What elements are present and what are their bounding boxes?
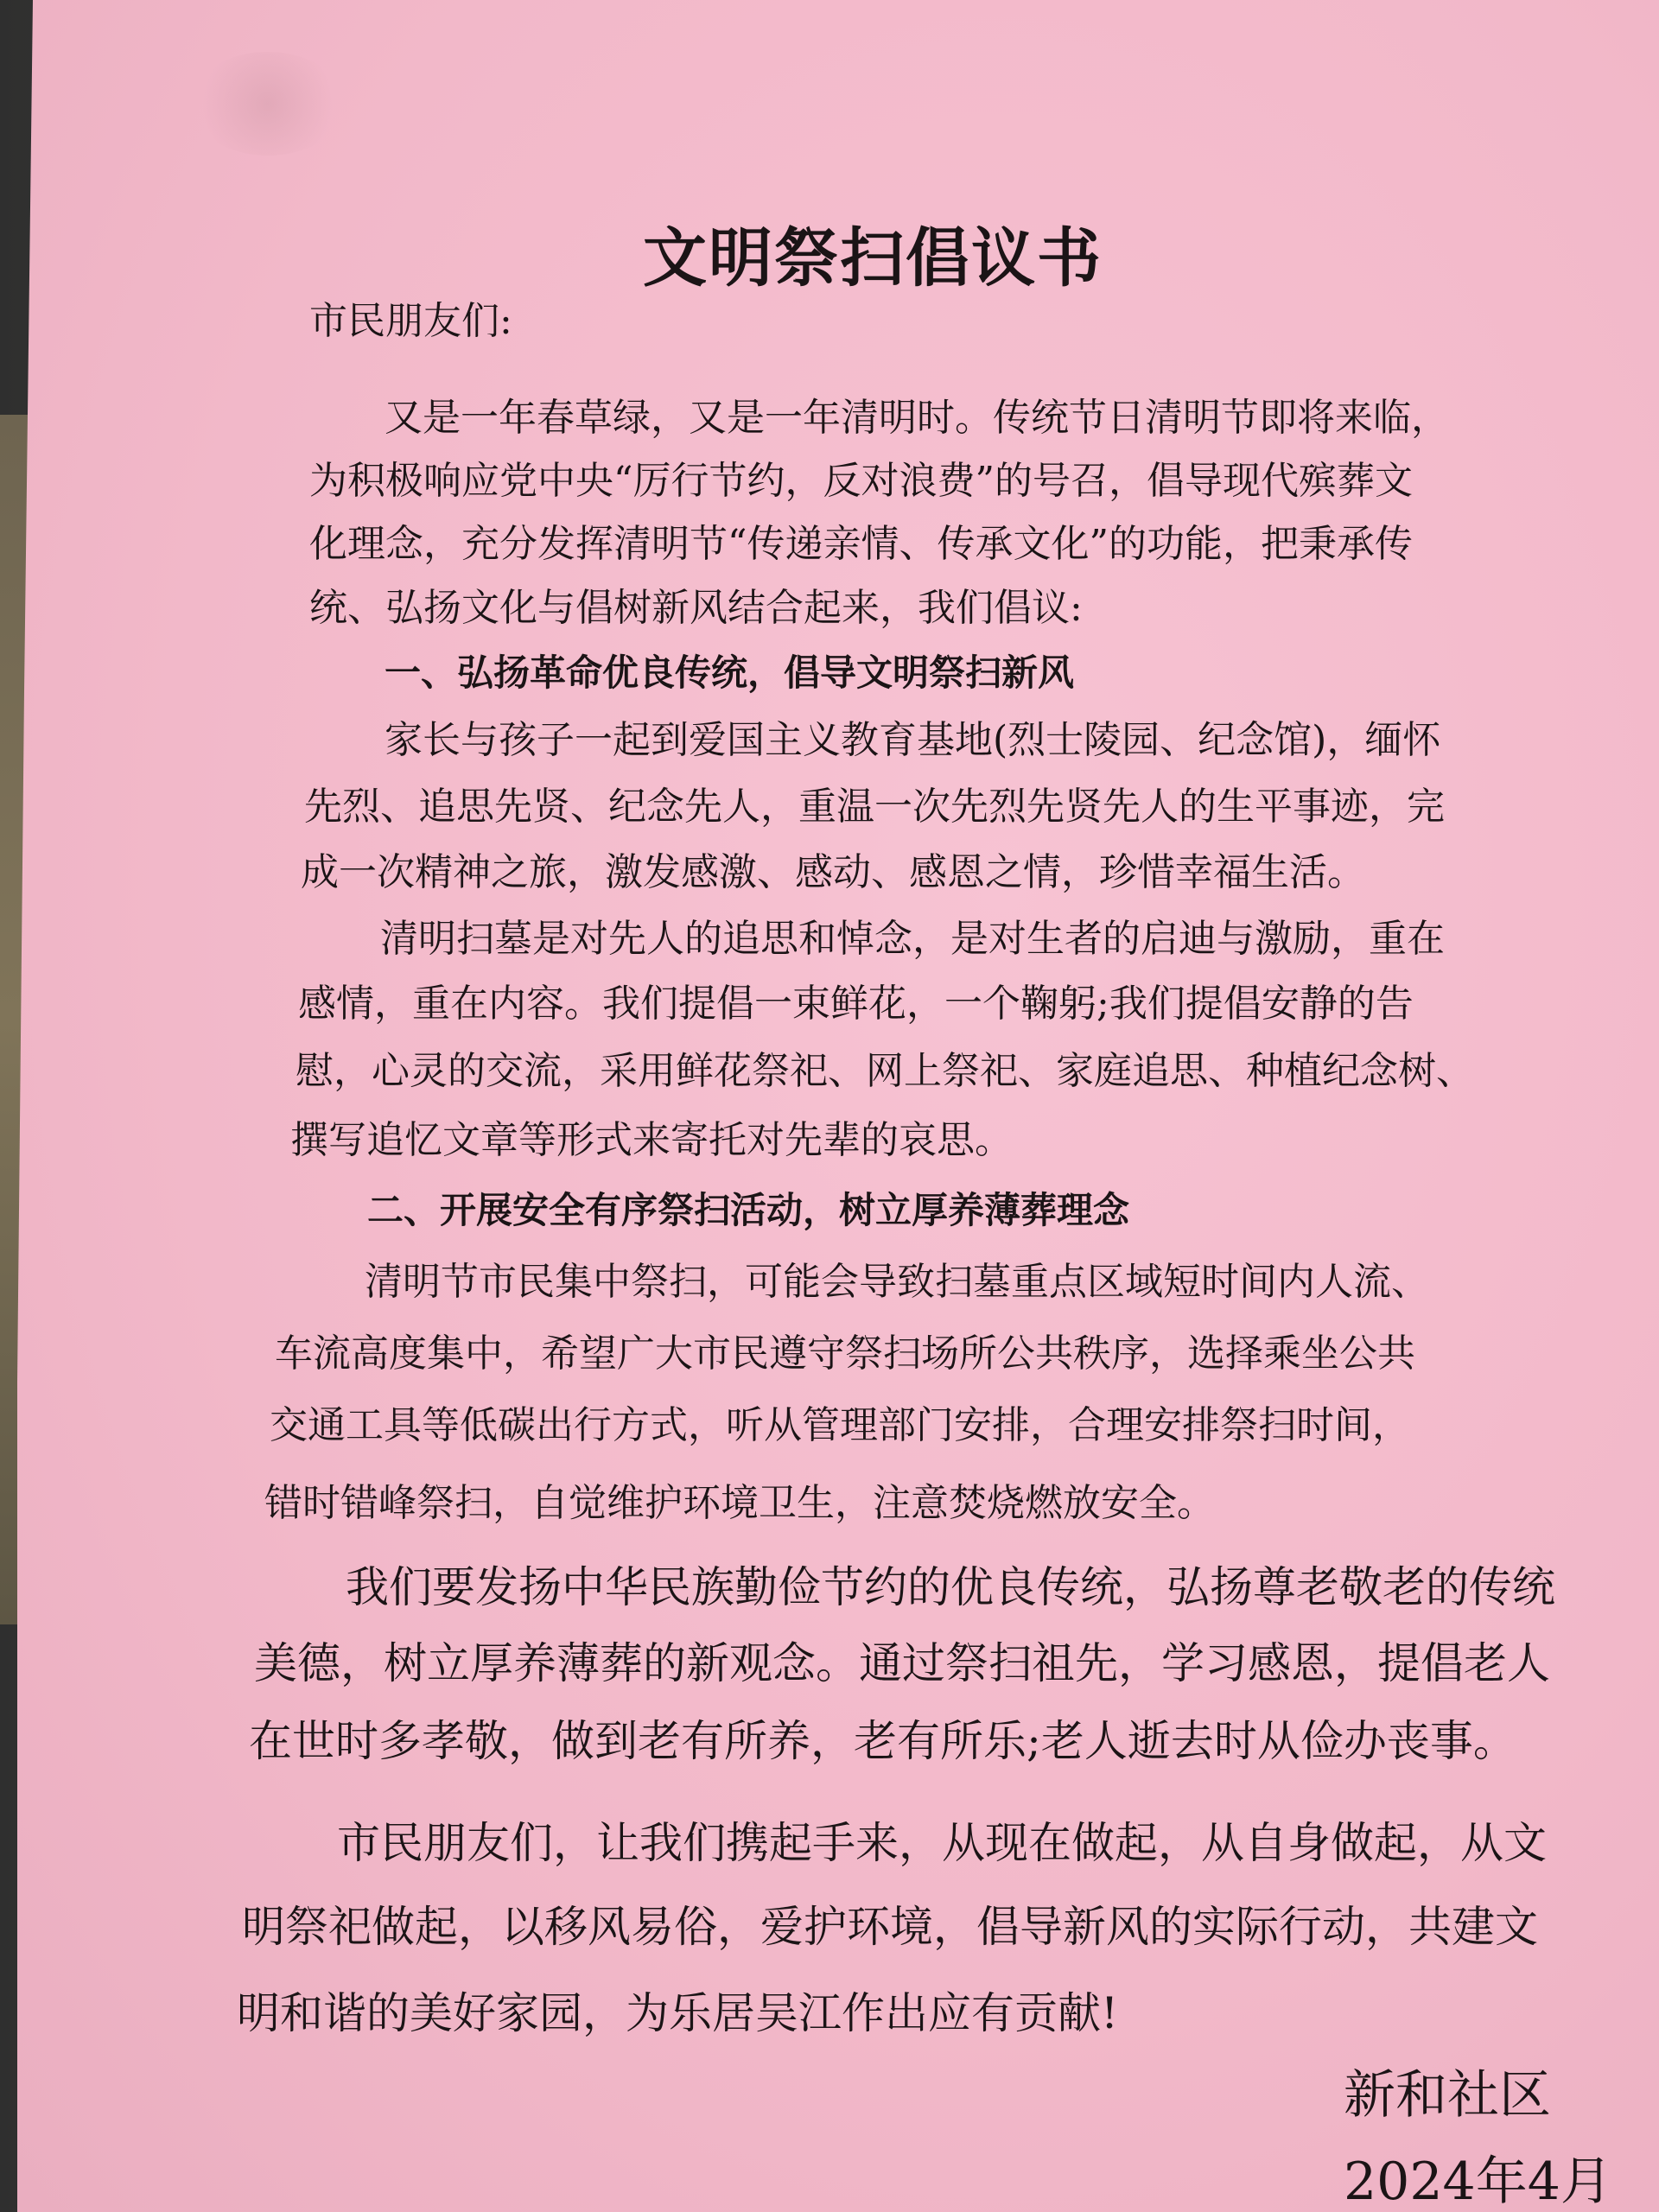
body-line: 先烈、追思先贤、纪念先人，重温一次先烈先贤先人的生平事迹，完 [304, 785, 1445, 829]
body-line: 在世时多孝敬，做到老有所养，老有所乐;老人逝去时从俭办丧事。 [249, 1716, 1516, 1766]
body-line: 化理念，充分发挥清明节“传递亲情、传承文化”的功能，把秉承传 [309, 522, 1413, 566]
body-line: 车流高度集中，希望广大市民遵守祭扫场所公共秩序，选择乘坐公共 [275, 1332, 1415, 1376]
body-line: 明祭祀做起，以移风易俗，爱护环境，倡导新风的实际行动，共建文 [242, 1902, 1538, 1952]
body-line: 统、弘扬文化与倡树新风结合起来，我们倡议: [309, 586, 1083, 630]
body-line: 清明节市民集中祭扫，可能会导致扫墓重点区域短时间内人流、 [365, 1260, 1429, 1304]
body-line: 我们要发扬中华民族勤俭节约的优良传统，弘扬尊老敬老的传统 [346, 1562, 1555, 1612]
body-line: 市民朋友们，让我们携起手来，从现在做起，从自身做起，从文 [337, 1818, 1547, 1868]
date: 2024年4月 [1344, 2152, 1612, 2212]
section-heading-1: 一、弘扬革命优良传统，倡导文明祭扫新风 [385, 652, 1075, 694]
body-line: 明和谐的美好家园，为乐居吴江作出应有贡献! [237, 1988, 1119, 2038]
body-line: 交通工具等低碳出行方式，听从管理部门安排，合理安排祭扫时间， [270, 1403, 1410, 1447]
body-line: 感情，重在内容。我们提倡一束鲜花，一个鞠躬;我们提倡安静的告 [298, 982, 1414, 1026]
body-line: 美德，树立厚养薄葬的新观念。通过祭扫祖先，学习感恩，提倡老人 [254, 1638, 1550, 1688]
signature: 新和社区 [1344, 2065, 1551, 2126]
body-line: 错时错峰祭扫，自觉维护环境卫生，注意焚烧燃放安全。 [264, 1481, 1215, 1525]
body-line: 为积极响应党中央“厉行节约，反对浪费”的号召，倡导现代殡葬文 [309, 459, 1413, 503]
salutation: 市民朋友们: [309, 299, 512, 343]
body-line: 慰，心灵的交流，采用鲜花祭祀、网上祭祀、家庭追思、种植纪念树、 [296, 1049, 1474, 1093]
section-heading-2: 二、开展安全有序祭扫活动，树立厚养薄葬理念 [367, 1189, 1130, 1231]
body-line: 撰写追忆文章等形式来寄托对先辈的哀思。 [290, 1118, 1013, 1162]
document-title: 文明祭扫倡议书 [643, 221, 1103, 296]
body-line: 成一次精神之旅，激发感激、感动、感恩之情，珍惜幸福生活。 [301, 850, 1365, 894]
body-line: 又是一年春草绿，又是一年清明时。传统节日清明节即将来临， [385, 396, 1449, 440]
body-line: 家长与孩子一起到爱国主义教育基地(烈士陵园、纪念馆)，缅怀 [385, 718, 1441, 762]
body-line: 清明扫墓是对先人的追思和悼念，是对生者的启迪与激励，重在 [380, 917, 1445, 961]
